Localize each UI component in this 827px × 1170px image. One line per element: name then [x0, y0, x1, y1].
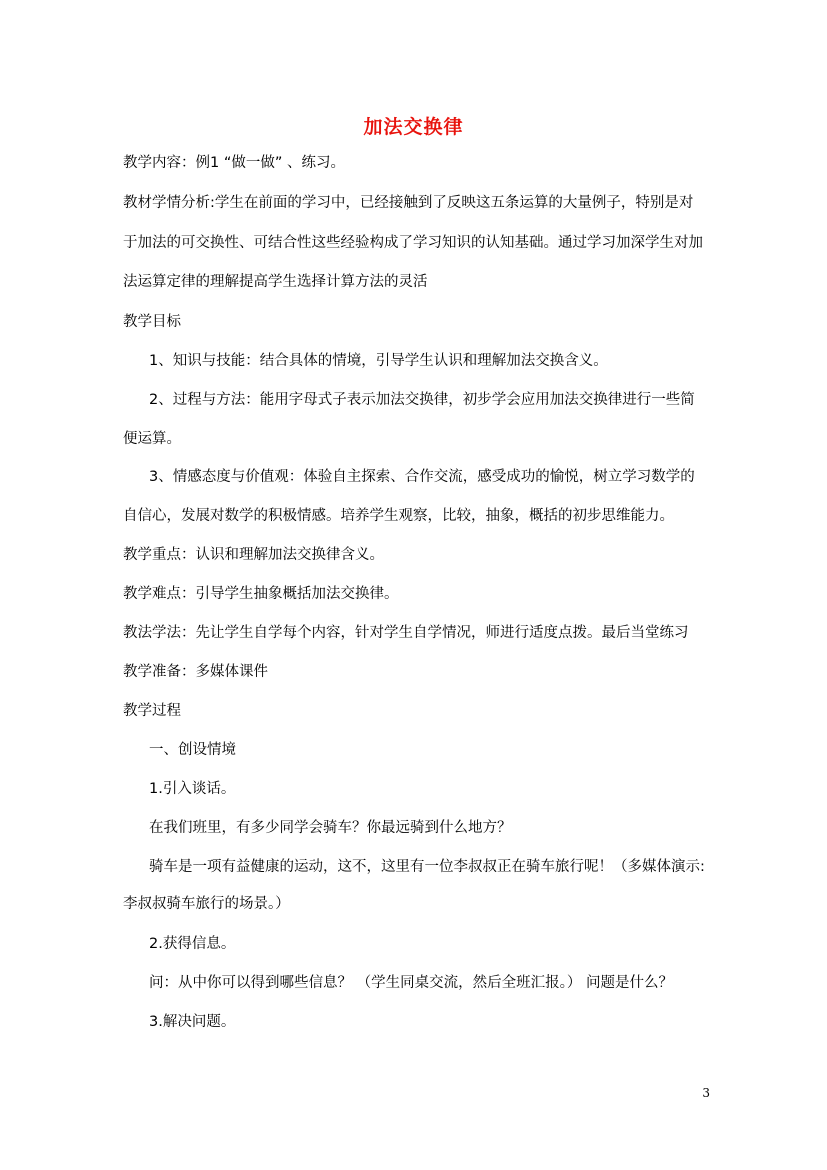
- text-line-key-point: 教学重点：认识和理解加法交换律含义。: [123, 547, 384, 563]
- text-line-info-question: 问：从中你可以得到哪些信息？ （学生同桌交流，然后全班汇报。） 问题是什么？: [149, 975, 673, 991]
- text-line-preparation: 教学准备：多媒体课件: [123, 664, 268, 680]
- text-line-question: 在我们班里，有多少同学会骑车？你最远骑到什么地方？: [149, 820, 512, 836]
- text-line-difficulty: 教学难点：引导学生抽象概括加法交换律。: [123, 586, 399, 602]
- text-line-cycling-cont: 李叔叔骑车旅行的场景。）: [123, 896, 290, 912]
- text-line-process-heading: 教学过程: [123, 703, 181, 719]
- text-line-goal-2-cont: 便运算。: [123, 431, 181, 447]
- text-line-goals-heading: 教学目标: [123, 314, 181, 330]
- text-line-step-3: 3.解决问题。: [149, 1014, 236, 1030]
- text-line-section-1: 一、创设情境: [149, 742, 236, 758]
- text-line-goal-3: 3、情感态度与价值观：体验自主探索、合作交流，感受成功的愉悦，树立学习数学的: [149, 469, 695, 485]
- text-line-goal-2: 2、过程与方法：能用字母式子表示加法交换律，初步学会应用加法交换律进行一些简: [149, 392, 695, 408]
- text-line-goal-1: 1、知识与技能：结合具体的情境，引导学生认识和理解加法交换含义。: [149, 353, 608, 369]
- text-line-teaching-content: 教学内容：例1 “做一做” 、练习。: [123, 155, 345, 171]
- document-title: 加法交换律: [363, 116, 464, 138]
- text-line-cycling: 骑车是一项有益健康的运动，这不，这里有一位李叔叔正在骑车旅行呢！（多媒体演示:: [149, 859, 705, 875]
- page-number: 3: [702, 1086, 710, 1100]
- text-line-goal-3-cont: 自信心，发展对数学的积极情感。培养学生观察，比较，抽象，概括的初步思维能力。: [123, 508, 674, 524]
- text-line-analysis-2: 于加法的可交换性、可结合性这些经验构成了学习知识的认知基础。通过学习加深学生对加: [123, 235, 703, 251]
- text-line-analysis-1: 教材学情分析:学生在前面的学习中，已经接触到了反映这五条运算的大量例子，特别是对: [123, 195, 694, 211]
- text-line-step-2: 2.获得信息。: [149, 936, 236, 952]
- text-line-method: 教法学法：先让学生自学每个内容，针对学生自学情况，师进行适度点拨。最后当堂练习: [123, 625, 689, 641]
- text-line-analysis-3: 法运算定律的理解提高学生选择计算方法的灵活: [123, 274, 428, 290]
- text-line-step-1: 1.引入谈话。: [149, 781, 236, 797]
